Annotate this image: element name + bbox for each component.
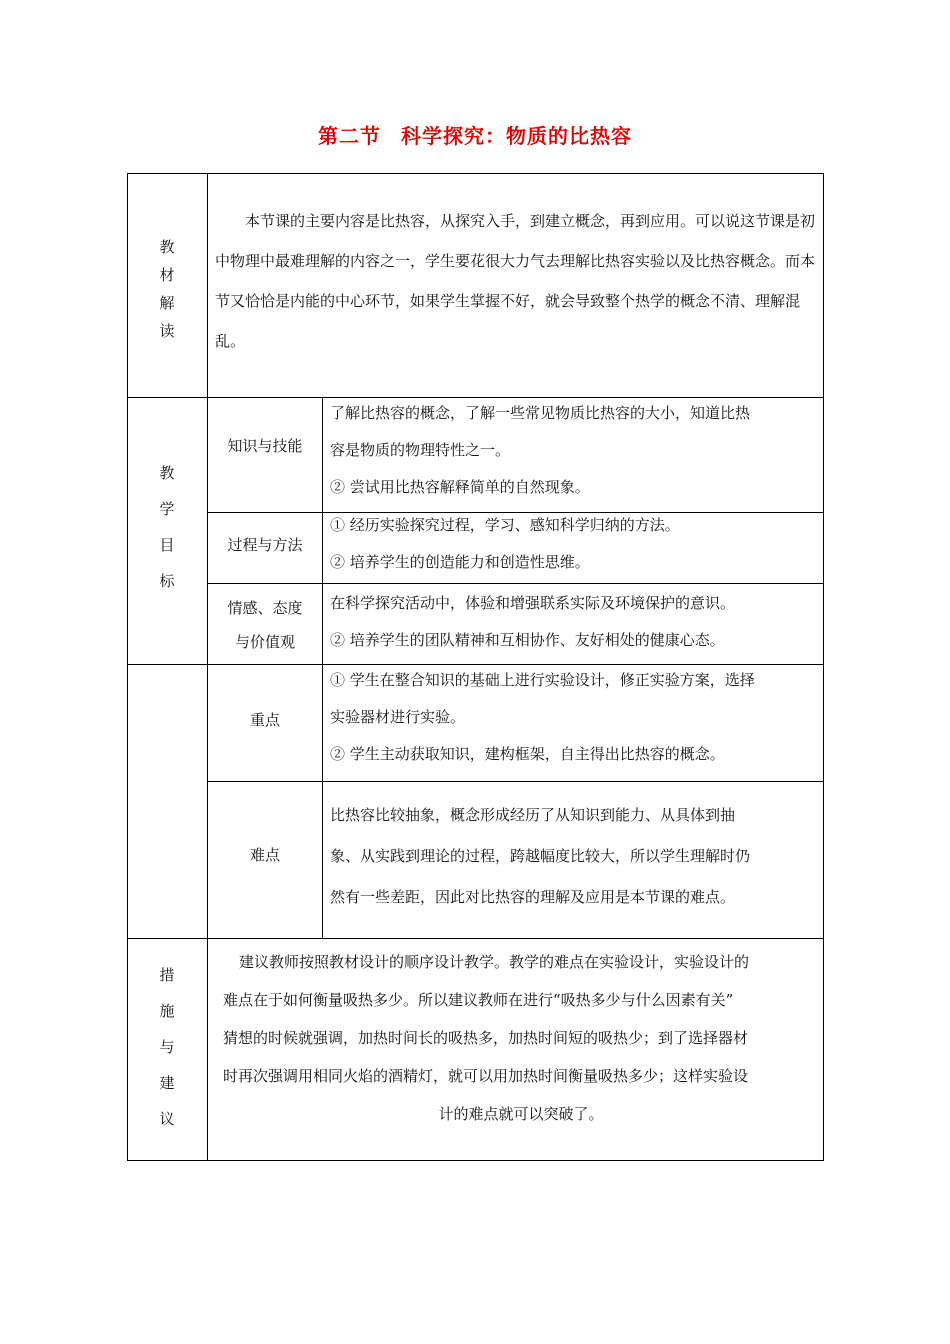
label-line: 与价值观 bbox=[234, 633, 295, 651]
label-char: 议 bbox=[159, 1110, 175, 1128]
mubiao-label bbox=[127, 455, 207, 599]
text-line: 在科学探究活动中，体验和增强联系实际及环境保护的意识。 bbox=[330, 594, 736, 612]
label-char: 措 bbox=[159, 966, 175, 984]
guocheng-text bbox=[330, 507, 822, 581]
table-border-right bbox=[823, 173, 824, 1161]
qinggan-label bbox=[208, 591, 322, 659]
row-divider bbox=[127, 938, 824, 939]
text-line: 计的难点就可以突破了。 bbox=[438, 1105, 604, 1123]
text-line: 建议教师按照教材设计的顺序设计教学。教学的难点在实验设计，实验设计的 bbox=[239, 953, 750, 971]
title-section: 第二节 bbox=[318, 124, 381, 148]
label-char: 标 bbox=[159, 572, 175, 590]
text-line: 然有一些差距，因此对比热容的理解及应用是本节课的难点。 bbox=[330, 888, 736, 906]
nandian-label: 难点 bbox=[249, 846, 280, 864]
text-line: ② 尝试用比热容解释简单的自然现象。 bbox=[330, 478, 590, 496]
label-char: 教 bbox=[159, 464, 175, 482]
zhishi-text bbox=[330, 395, 822, 506]
text-line: 容是物质的物理特性之一。 bbox=[330, 441, 511, 459]
text-line: 猜想的时候就强调，加热时间长的吸热多，加热时间短的吸热少；到了选择器材 bbox=[223, 1029, 749, 1047]
label-char: 与 bbox=[159, 1038, 175, 1056]
cuoshi-label bbox=[127, 957, 207, 1137]
text-line: 比热容比较抽象，概念形成经历了从知识到能力、从具体到抽 bbox=[330, 806, 736, 824]
text-line: 象、从实践到理论的过程，跨越幅度比较大，所以学生理解时仍 bbox=[330, 847, 751, 865]
row-divider bbox=[207, 583, 824, 584]
text-line: ② 培养学生的团队精神和互相协作、友好相处的健康心态。 bbox=[330, 631, 725, 649]
column-divider bbox=[322, 397, 323, 939]
zhishi-label: 知识与技能 bbox=[227, 437, 303, 455]
text-line: ② 学生主动获取知识，建构框架，自主得出比热容的概念。 bbox=[330, 745, 725, 763]
guocheng-label: 过程与方法 bbox=[227, 536, 303, 554]
label-char: 学 bbox=[159, 500, 175, 518]
nandian-text bbox=[330, 795, 822, 918]
text-line: ② 培养学生的创造能力和创造性思维。 bbox=[330, 553, 590, 571]
label-char: 解 bbox=[159, 294, 175, 312]
label-line: 情感、态度 bbox=[227, 599, 303, 617]
label-char: 目 bbox=[159, 536, 175, 554]
page-title bbox=[0, 120, 950, 149]
table-border-bottom bbox=[127, 1160, 824, 1161]
text-line: 实验器材进行实验。 bbox=[330, 708, 466, 726]
label-char: 施 bbox=[159, 1002, 175, 1020]
jiaocai-label bbox=[127, 233, 207, 345]
label-char: 建 bbox=[159, 1074, 175, 1092]
text-line: 了解比热容的概念，了解一些常见物质比热容的大小，知道比热 bbox=[330, 404, 751, 422]
qinggan-text bbox=[330, 585, 822, 659]
lesson-table bbox=[127, 173, 824, 1161]
zhongdian-label: 重点 bbox=[249, 711, 280, 729]
text-line: 时再次强调用相同火焰的酒精灯，就可以用加热时间衡量吸热多少；这样实验设 bbox=[223, 1067, 749, 1085]
row-divider bbox=[207, 781, 824, 782]
text-line: 难点在于如何衡量吸热多少。所以建议教师在进行“吸热多少与什么因素有关” bbox=[223, 991, 734, 1009]
label-char: 教 bbox=[159, 238, 175, 256]
title-topic: 科学探究：物质的比热容 bbox=[401, 124, 632, 148]
text-line: ① 学生在整合知识的基础上进行实验设计，修正实验方案，选择 bbox=[330, 671, 755, 689]
label-char: 材 bbox=[159, 266, 175, 284]
cuoshi-text bbox=[223, 943, 819, 1133]
jiaocai-text: 本节课的主要内容是比热容，从探究入手，到建立概念，再到应用。可以说这节课是初中物理中最难理解的内容之一，学生要花很大力气去理解比热容实验以及比热容概念。而本节又恰恰是内能的中心环节，如果学生掌握不好，就会导致整个热学的概念不清、理解混乱。 bbox=[215, 212, 816, 350]
zhongdian-text bbox=[330, 662, 822, 773]
label-char: 读 bbox=[159, 322, 175, 340]
text-line: ① 经历实验探究过程，学习、感知科学归纳的方法。 bbox=[330, 516, 680, 534]
table-border-top bbox=[127, 173, 824, 174]
column-divider bbox=[207, 173, 208, 1161]
